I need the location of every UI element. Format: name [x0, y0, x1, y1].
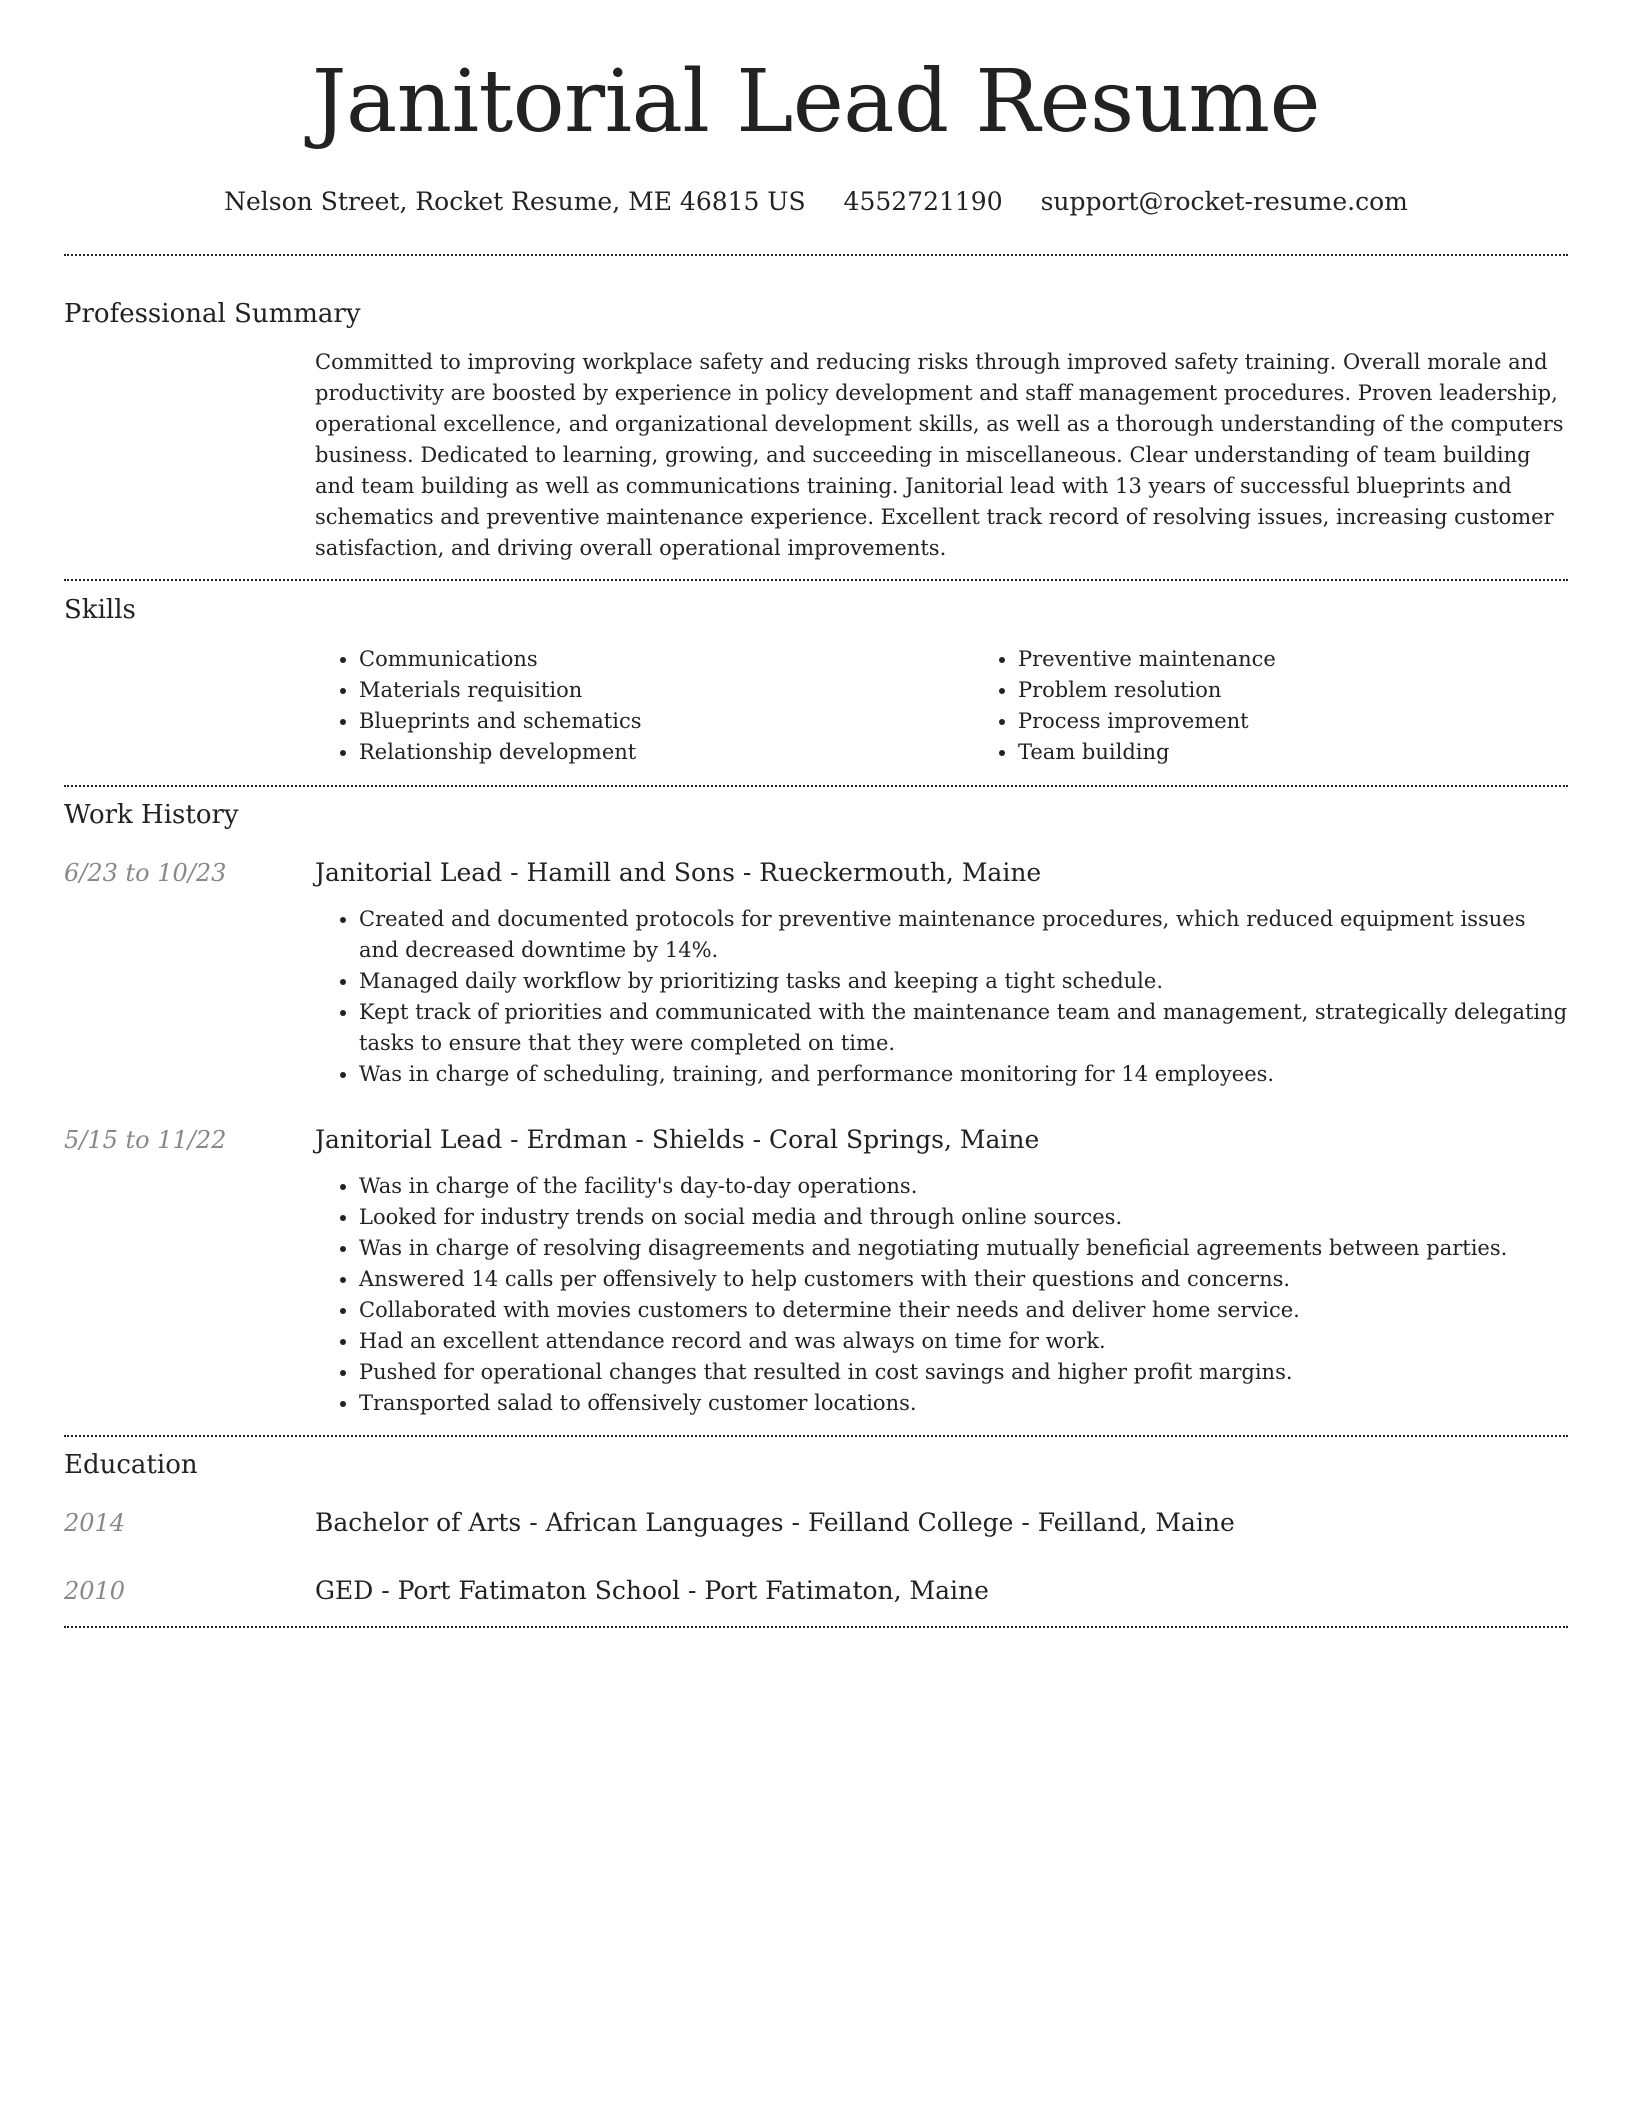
list-item: • Created and documented protocols for preventive maintenance procedures, which reduced equipment issues and decreased downtime by 14%. — [359, 904, 1568, 966]
list-item: • Answered 14 calls per offensively to help customers with their questions and concerns. — [359, 1264, 1568, 1295]
section-title-skills: Skills — [64, 595, 136, 625]
divider — [64, 254, 1568, 256]
job-entry — [64, 1123, 1568, 1419]
section-title-education: Education — [64, 1450, 198, 1480]
job-heading: Janitorial Lead - Erdman - Shields - Coral Springs, Maine — [315, 1125, 1040, 1154]
list-item: • Blueprints and schematics — [359, 706, 974, 737]
contact-address: Nelson Street, Rocket Resume, ME 46815 US — [224, 187, 806, 216]
list-item: • Problem resolution — [1018, 675, 1632, 706]
list-item: • Materials requisition — [359, 675, 974, 706]
education-heading: GED - Port Fatimaton School - Port Fatimaton, Maine — [315, 1576, 989, 1605]
section-title-summary: Professional Summary — [64, 299, 361, 329]
job-bullets — [315, 1171, 1568, 1419]
education-year: 2010 — [64, 1577, 126, 1605]
job-dates: 6/23 to 10/23 — [64, 859, 227, 887]
list-item: • Preventive maintenance — [1018, 644, 1632, 675]
list-item: • Was in charge of resolving disagreements and negotiating mutually beneficial agreements between parties. — [359, 1233, 1568, 1264]
skills-columns — [315, 644, 1632, 768]
skills-section — [64, 593, 1568, 768]
job-bullets — [315, 904, 1568, 1090]
skills-list-right — [974, 644, 1632, 768]
divider — [64, 1435, 1568, 1437]
job-dates: 5/15 to 11/22 — [64, 1126, 227, 1154]
divider — [64, 785, 1568, 787]
section-title-work: Work History — [64, 800, 239, 830]
skills-list-left — [315, 644, 974, 768]
resume-title: Janitorial Lead Resume — [312, 52, 1320, 152]
education-heading: Bachelor of Arts - African Languages - Feilland College - Feilland, Maine — [315, 1508, 1235, 1537]
contact-email: support@rocket-resume.com — [1040, 187, 1408, 216]
job-entry — [64, 856, 1568, 1090]
list-item: • Team building — [1018, 737, 1632, 768]
list-item: • Kept track of priorities and communicated with the maintenance team and management, strategically delegating tasks to ensure that they were completed on time. — [359, 997, 1568, 1059]
divider — [64, 579, 1568, 581]
contact-line — [64, 186, 1568, 218]
list-item: • Collaborated with movies customers to determine their needs and deliver home service. — [359, 1295, 1568, 1326]
job-heading: Janitorial Lead - Hamill and Sons - Rueckermouth, Maine — [315, 858, 1042, 887]
list-item: • Managed daily workflow by prioritizing tasks and keeping a tight schedule. — [359, 966, 1568, 997]
divider — [64, 1626, 1568, 1628]
list-item: • Transported salad to offensively customer locations. — [359, 1388, 1568, 1419]
education-section — [64, 1448, 1568, 1608]
list-item: • Relationship development — [359, 737, 974, 768]
list-item: • Process improvement — [1018, 706, 1632, 737]
education-year: 2014 — [64, 1509, 126, 1537]
list-item: • Was in charge of the facility's day-to-day operations. — [359, 1171, 1568, 1202]
list-item: • Communications — [359, 644, 974, 675]
list-item: • Pushed for operational changes that resulted in cost savings and higher profit margins. — [359, 1357, 1568, 1388]
work-section — [64, 798, 1568, 1419]
contact-phone: 4552721190 — [843, 187, 1003, 216]
list-item: • Had an excellent attendance record and was always on time for work. — [359, 1326, 1568, 1357]
list-item: • Looked for industry trends on social media and through online sources. — [359, 1202, 1568, 1233]
summary-section — [64, 297, 1568, 564]
list-item: • Was in charge of scheduling, training, and performance monitoring for 14 employees. — [359, 1059, 1568, 1090]
resume-page — [64, 0, 1568, 1628]
education-entry — [64, 1506, 1568, 1540]
summary-text: Committed to improving workplace safety and reducing risks through improved safety training. Overall morale and productivity are boosted by experience in policy development and staff management procedures. Proven leadership, operational excellence, and organizational development skills, as well as a thorough understanding of the computers business. Dedicated to learning, growing, and succeeding in miscellaneous. Clear understanding of team building and team building as well as communications training. Janitorial lead with 13 years of successful blueprints and schematics and preventive maintenance experience. Excellent track record of resolving issues, increasing customer satisfaction, and driving overall operational improvements. — [315, 350, 1564, 560]
education-entry — [64, 1574, 1568, 1608]
